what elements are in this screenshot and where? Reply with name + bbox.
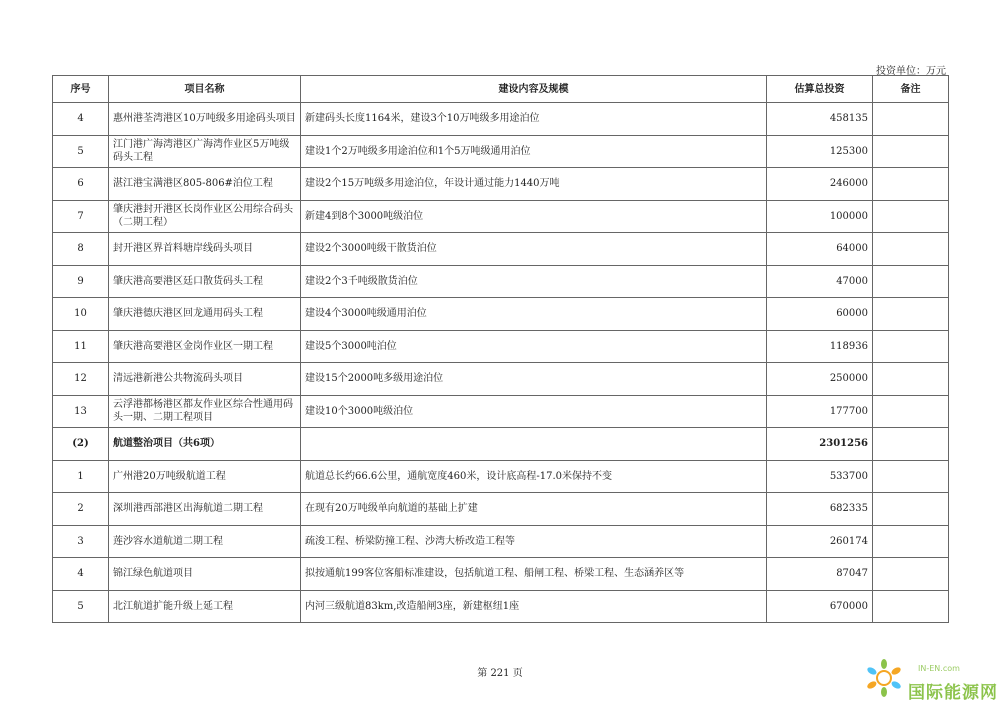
cell-project-name: 清远港新港公共物流码头项目 [109,363,301,396]
cell-note [873,200,949,233]
cell-project-name: 深圳港西部港区出海航道二期工程 [109,493,301,526]
cell-no: 8 [53,233,109,266]
header-project-name: 项目名称 [109,76,301,103]
cell-amount: 60000 [767,298,873,331]
cell-content: 建设15个2000吨多级用途泊位 [301,363,767,396]
table-row [53,233,949,266]
cell-content: 航道总长约66.6公里，通航宽度460米，设计底高程-17.0米保持不变 [301,460,767,493]
header-content: 建设内容及规模 [301,76,767,103]
table-row [53,298,949,331]
cell-project-name: 肇庆港封开港区长岗作业区公用综合码头（二期工程） [109,200,301,233]
table-row [53,493,949,526]
cell-amount: 87047 [767,558,873,591]
table-row [53,558,949,591]
cell-no: 6 [53,168,109,201]
cell-note [873,460,949,493]
cell-project-name: 肇庆港高要港区廷口散货码头工程 [109,265,301,298]
cell-note [873,525,949,558]
cell-content: 建设2个15万吨级多用途泊位，年设计通过能力1440万吨 [301,168,767,201]
cell-project-name: 肇庆港高要港区金岗作业区一期工程 [109,330,301,363]
project-table [52,75,949,623]
cell-no: 9 [53,265,109,298]
cell-no: (2) [53,428,109,461]
cell-content: 疏浚工程、桥梁防撞工程、沙湾大桥改造工程等 [301,525,767,558]
cell-content: 建设2个3000吨级干散货泊位 [301,233,767,266]
cell-content: 在现有20万吨级单向航道的基础上扩建 [301,493,767,526]
cell-amount: 250000 [767,363,873,396]
cell-project-name: 肇庆港德庆港区回龙通用码头工程 [109,298,301,331]
cell-no: 13 [53,395,109,428]
cell-content: 内河三级航道83km,改造船闸3座，新建枢纽1座 [301,590,767,623]
section-row [53,428,949,461]
cell-project-name: 封开港区界首料塘岸线码头项目 [109,233,301,266]
cell-note [873,395,949,428]
cell-no: 1 [53,460,109,493]
cell-project-name: 江门港广海湾港区广海湾作业区5万吨级码头工程 [109,135,301,168]
table-row [53,460,949,493]
sun-logo-icon [862,656,906,700]
table-row [53,525,949,558]
cell-note [873,428,949,461]
cell-note [873,298,949,331]
cell-project-name: 航道整治项目（共6项） [109,428,301,461]
cell-note [873,558,949,591]
cell-content: 新建4到8个3000吨级泊位 [301,200,767,233]
cell-note [873,265,949,298]
cell-amount: 177700 [767,395,873,428]
table-row [53,590,949,623]
cell-note [873,330,949,363]
cell-content: 建设5个3000吨泊位 [301,330,767,363]
header-note: 备注 [873,76,949,103]
cell-project-name: 广州港20万吨级航道工程 [109,460,301,493]
cell-amount: 246000 [767,168,873,201]
table-row [53,330,949,363]
cell-amount: 533700 [767,460,873,493]
cell-note [873,590,949,623]
cell-content: 拟按通航199客位客船标准建设，包括航道工程、船闸工程、桥梁工程、生态涵养区等 [301,558,767,591]
cell-amount: 458135 [767,103,873,136]
header-no: 序号 [53,76,109,103]
cell-project-name: 莲沙容水道航道二期工程 [109,525,301,558]
cell-project-name: 云浮港都杨港区都友作业区综合性通用码头一期、二期工程项目 [109,395,301,428]
cell-content [301,428,767,461]
cell-project-name: 北江航道扩能升级上延工程 [109,590,301,623]
cell-note [873,135,949,168]
table-row [53,200,949,233]
cell-amount: 670000 [767,590,873,623]
table-row [53,395,949,428]
cell-content: 建设10个3000吨级泊位 [301,395,767,428]
table-row [53,363,949,396]
cell-content: 建设4个3000吨级通用泊位 [301,298,767,331]
cell-content: 建设1个2万吨级多用途泊位和1个5万吨级通用泊位 [301,135,767,168]
cell-amount: 47000 [767,265,873,298]
cell-amount: 64000 [767,233,873,266]
cell-amount: 100000 [767,200,873,233]
cell-content: 建设2个3千吨级散货泊位 [301,265,767,298]
cell-project-name: 锦江绿色航道项目 [109,558,301,591]
cell-project-name: 湛江港宝满港区805-806#泊位工程 [109,168,301,201]
cell-no: 4 [53,558,109,591]
cell-amount: 682335 [767,493,873,526]
cell-no: 4 [53,103,109,136]
watermark-name: 国际能源网 [908,683,998,703]
page-number: 第 221 页 [477,668,523,679]
watermark-url: IN-EN.com [918,664,960,673]
cell-amount: 260174 [767,525,873,558]
investment-unit-note: 投资单位：万元 [876,66,946,77]
table-header-row [53,76,949,103]
watermark-logo [862,656,998,703]
cell-note [873,233,949,266]
cell-project-name: 惠州港荃湾港区10万吨级多用途码头项目 [109,103,301,136]
cell-amount: 2301256 [767,428,873,461]
table-row [53,135,949,168]
cell-no: 5 [53,135,109,168]
header-amount: 估算总投资 [767,76,873,103]
table-row [53,103,949,136]
cell-no: 3 [53,525,109,558]
cell-amount: 118936 [767,330,873,363]
cell-note [873,493,949,526]
cell-no: 2 [53,493,109,526]
cell-no: 7 [53,200,109,233]
cell-note [873,363,949,396]
cell-no: 5 [53,590,109,623]
cell-content: 新建码头长度1164米，建设3个10万吨级多用途泊位 [301,103,767,136]
cell-no: 12 [53,363,109,396]
cell-note [873,168,949,201]
table-row [53,265,949,298]
table-row [53,168,949,201]
cell-note [873,103,949,136]
cell-amount: 125300 [767,135,873,168]
cell-no: 11 [53,330,109,363]
cell-no: 10 [53,298,109,331]
